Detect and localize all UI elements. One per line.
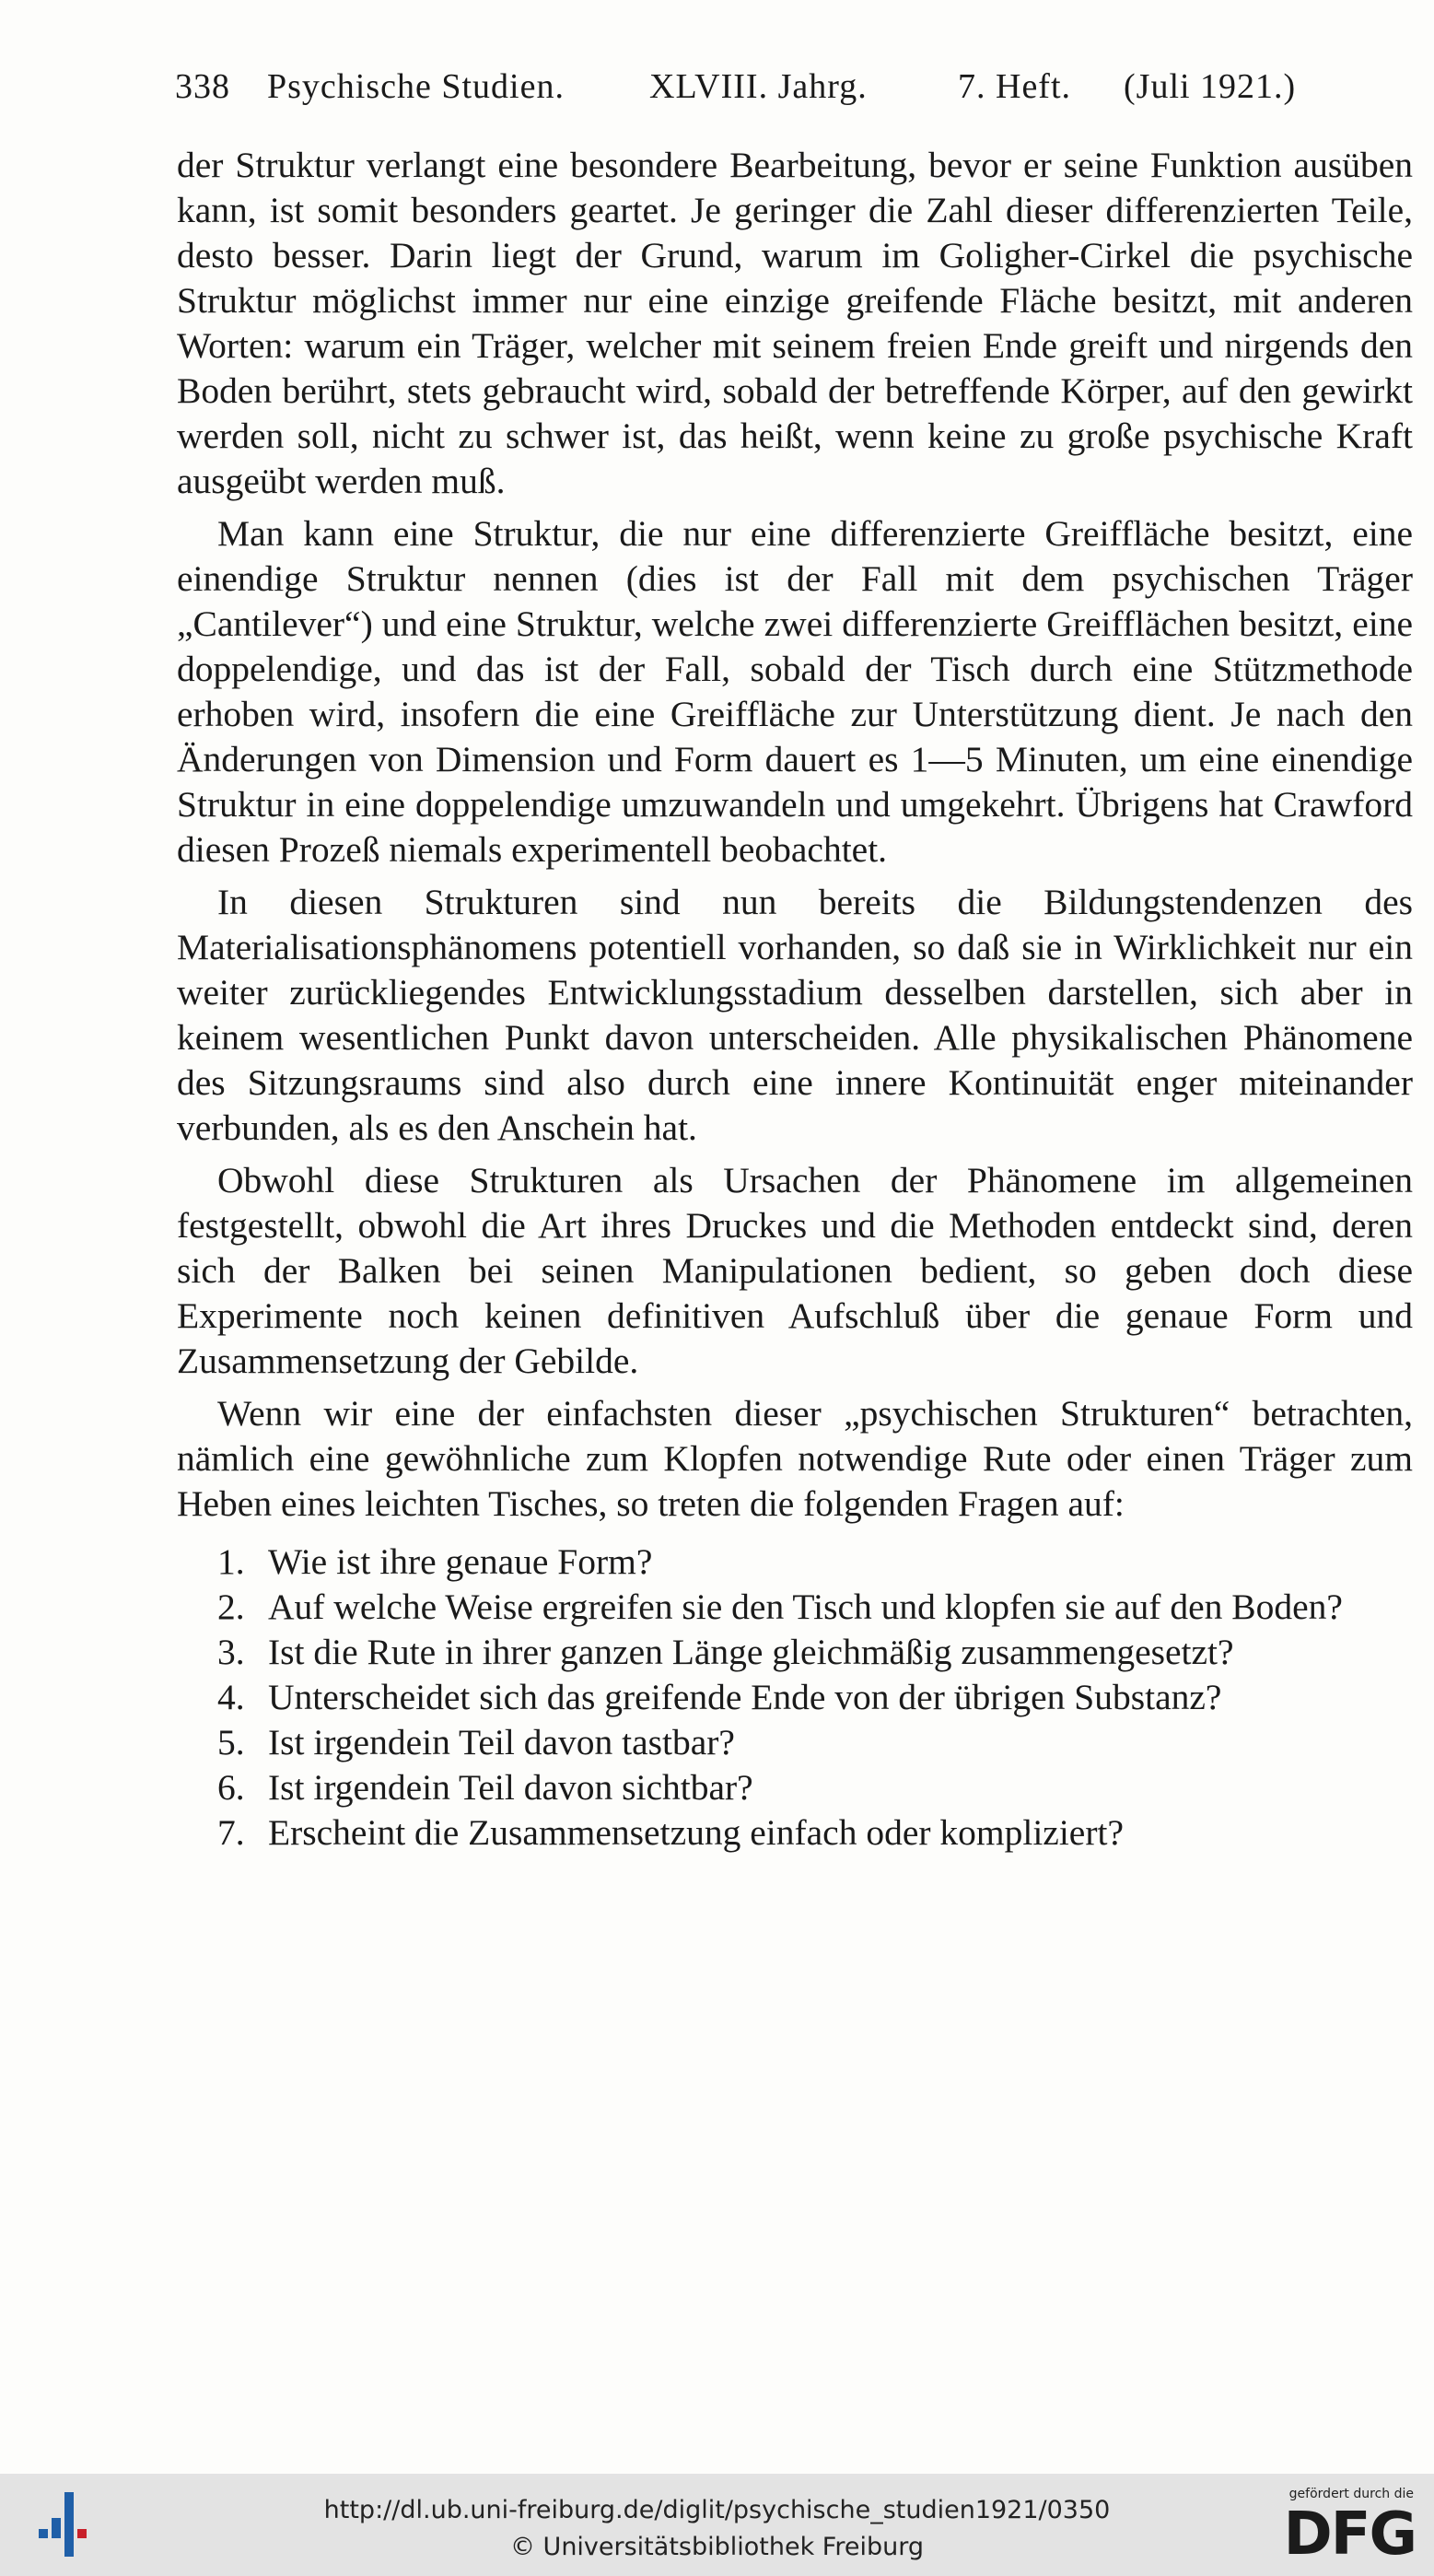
list-text: Ist irgendein Teil davon sichtbar? — [268, 1767, 753, 1808]
list-item — [177, 1675, 1413, 1720]
list-number: 1. — [217, 1541, 245, 1582]
list-item — [177, 1720, 1413, 1765]
list-number: 5. — [217, 1722, 245, 1762]
paragraph: In diesen Strukturen sind nun bereits die Bildungstendenzen des Materialisationsphänomens potentiell vorhanden, so daß sie in Wirklichkeit nur ein weiter zurückliegendes Entwicklungsstadium desselben darstellen, sich aber in keinem wesentlichen Punkt davon unterscheiden. Alle physikalischen Phänomene des Sitzungsraums sind also durch eine innere Kontinuität enger miteinander verbunden, als es den Anschein hat. — [177, 882, 1413, 1148]
list-text: Unterscheidet sich das greifende Ende von der übrigen Substanz? — [268, 1677, 1222, 1717]
issue-date: (Juli 1921.) — [1124, 67, 1297, 106]
question-list — [177, 1540, 1413, 1856]
list-text: Ist die Rute in ihrer ganzen Länge gleichmäßig zusammengesetzt? — [268, 1632, 1234, 1672]
list-number: 6. — [217, 1767, 245, 1808]
list-text: Ist irgendein Teil davon tastbar? — [268, 1722, 735, 1762]
paragraph: Obwohl diese Strukturen als Ursachen der Phänomene im allgemeinen festgestellt, obwohl die Art ihres Druckes und die Methoden entdeckt sind, deren sich der Balken bei seinen Manipulationen bedient, so geben doch diese Experimente noch keinen definitiven Aufschluß über die genaue Form und Zusammensetzung der Gebilde. — [177, 1160, 1413, 1381]
running-header — [175, 66, 1317, 111]
list-text: Erscheint die Zusammensetzung einfach oder kompliziert? — [268, 1812, 1125, 1853]
viewer-footer — [0, 2474, 1434, 2576]
paragraph: Wenn wir eine der einfachsten dieser „psychischen Strukturen“ betrachten, nämlich eine gewöhnliche zum Klopfen notwendige Rute oder einen Träger zum Heben eines leichten Tisches, so treten die folgenden Fragen auf: — [177, 1393, 1413, 1524]
list-item — [177, 1630, 1413, 1675]
dfg-logo: DFG — [1283, 2500, 1416, 2569]
issue: 7. Heft. — [958, 67, 1072, 106]
list-number: 3. — [217, 1632, 245, 1672]
volume: XLVIII. Jahrg. — [649, 67, 868, 106]
list-item — [177, 1810, 1413, 1856]
page-number: 338 — [175, 67, 230, 106]
list-item — [177, 1585, 1413, 1630]
paragraph: der Struktur verlangt eine besondere Bearbeitung, bevor er seine Funktion ausüben kann, ist somit besonders geartet. Je geringer die Zahl dieser differenzierten Teile, desto besser. Darin liegt der Grund, warum im Goligher-Cirkel die psychische Struktur möglichst immer nur eine einzige greifende Fläche besitzt, mit anderen Worten: warum ein Träger, welcher mit seinem freien Ende greift und nirgends den Boden berührt, stets gebraucht wird, sobald der betreffende Körper, auf den gewirkt werden soll, nicht zu schwer ist, das heißt, wenn keine zu große psychische Kraft ausgeübt werden muß. — [177, 145, 1413, 501]
list-number: 2. — [217, 1587, 245, 1627]
list-item — [177, 1765, 1413, 1810]
funding-note: gefördert durch die — [1288, 2487, 1414, 2501]
list-text: Wie ist ihre genaue Form? — [268, 1541, 653, 1582]
list-item — [177, 1540, 1413, 1585]
copyright-notice: © Universitätsbibliothek Freiburg — [509, 2533, 925, 2561]
list-number: 7. — [217, 1812, 245, 1853]
paragraph: Man kann eine Struktur, die nur eine differenzierte Greiffläche besitzt, eine einendige Struktur nennen (dies ist der Fall mit dem psychischen Träger „Cantilever“) und eine Struktur, welche zwei differenzierte Greifflächen besitzt, eine doppelendige, und das ist der Fall, sobald der Tisch durch eine Stützmethode erhoben wird, insofern die eine Greiffläche zur Unterstützung dient. Je nach den Änderungen von Dimension und Form dauert es 1—5 Minuten, um eine einendige Struktur in eine doppelendige umzuwandeln und umgekehrt. Übrigens hat Crawford diesen Prozeß niemals experimentell beobachtet. — [177, 513, 1413, 870]
body-text — [177, 143, 1413, 1856]
journal-title: Psychische Studien. — [267, 67, 565, 106]
list-text: Auf welche Weise ergreifen sie den Tisch und klopfen sie auf den Boden? — [268, 1587, 1343, 1627]
list-number: 4. — [217, 1677, 245, 1717]
permalink-url[interactable]: http://dl.ub.uni-freiburg.de/diglit/psychische_studien1921/0350 — [323, 2496, 1111, 2524]
